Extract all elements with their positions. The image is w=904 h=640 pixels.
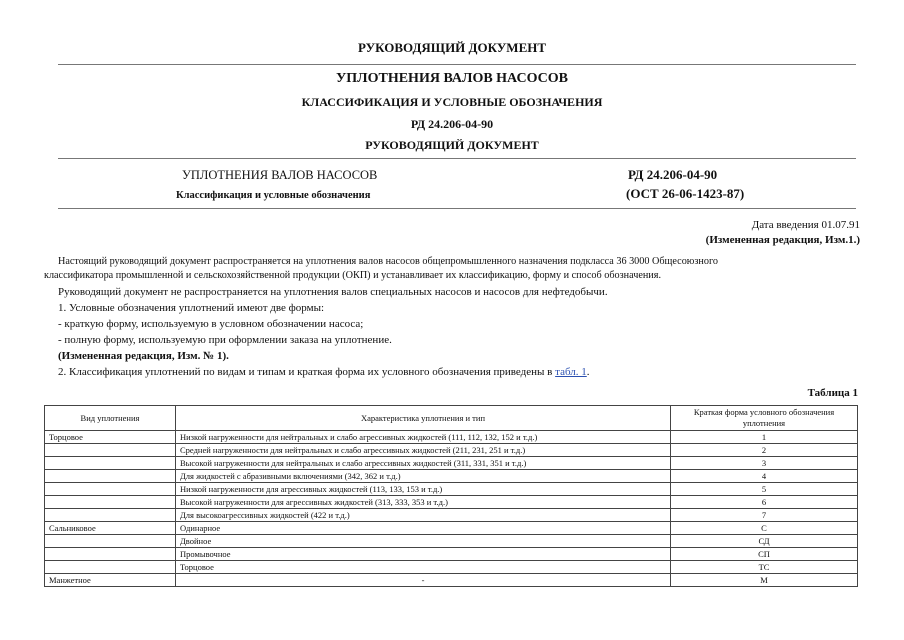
row-kind: Манжетное — [45, 574, 176, 587]
paragraph-4: - краткую форму, используемую в условном обозначении насоса; — [58, 318, 364, 330]
row-description: Низкой нагруженности для агрессивных жидкостей (113, 133, 153 и т.д.) — [176, 483, 671, 496]
table-row — [45, 431, 858, 444]
divider — [58, 158, 856, 159]
header-short-code: Краткая форма условного обозначения уплотнения — [671, 406, 858, 431]
row-kind: Торцовое — [45, 431, 176, 444]
row-code: 7 — [671, 509, 858, 522]
paragraph-2: Руководящий документ не распространяется на уплотнения валов специальных насосов и насосов для нефтедобычи. — [58, 286, 608, 298]
row-description: Торцовое — [176, 561, 671, 574]
main-title: УПЛОТНЕНИЯ ВАЛОВ НАСОСОВ — [336, 71, 568, 86]
table-header-row — [45, 406, 858, 431]
row-code: 4 — [671, 470, 858, 483]
introduction-date: Дата введения 01.07.91 — [751, 219, 860, 231]
paragraph-1-line-2: классификатора промышленной и сельскохозяйственной продукции (ОКП) и устанавливает их классификацию, форму и способ обозначения. — [44, 270, 661, 281]
paragraph-5: - полную форму, используемую при оформлении заказа на уплотнение. — [58, 334, 392, 346]
row-description: Для высокоагрессивных жидкостей (422 и т.д.) — [176, 509, 671, 522]
table-row — [45, 509, 858, 522]
row-description: Средней нагруженности для нейтральных и слабо агрессивных жидкостей (211, 231, 251 и т.д.) — [176, 444, 671, 457]
row-description: Для жидкостей с абразивными включениями (342, 362 и т.д.) — [176, 470, 671, 483]
row-code: СД — [671, 535, 858, 548]
table-row — [45, 470, 858, 483]
row-code: ТС — [671, 561, 858, 574]
paragraph-1-line-1: Настоящий руководящий документ распространяется на уплотнения валов насосов общепромышленного назначения подкласса 36 3000 Общесоюзного — [58, 256, 718, 267]
row-code: 6 — [671, 496, 858, 509]
row-kind — [45, 535, 176, 548]
paragraph-3: 1. Условные обозначения уплотнений имеют две формы: — [58, 302, 325, 314]
row-kind — [45, 483, 176, 496]
paragraph-7-text: 2. Классификация уплотнений по видам и типам и краткая форма их условного обозначения приведены в — [58, 366, 556, 378]
block-left-subtitle: Классификация и условные обозначения — [176, 190, 371, 201]
classification-table — [44, 405, 858, 587]
table-row — [45, 457, 858, 470]
table-row — [45, 483, 858, 496]
row-code: 5 — [671, 483, 858, 496]
header-kind: Вид уплотнения — [45, 406, 176, 431]
row-code: М — [671, 574, 858, 587]
row-kind — [45, 509, 176, 522]
divider — [58, 208, 856, 209]
row-description: Промывочное — [176, 548, 671, 561]
row-description: Одинарное — [176, 522, 671, 535]
row-description: Низкой нагруженности для нейтральных и слабо агрессивных жидкостей (111, 112, 132, 152 и т.д.) — [176, 431, 671, 444]
edition-note: (Измененная редакция, Изм.1.) — [705, 234, 860, 246]
row-description: Высокой нагруженности для агрессивных жидкостей (313, 333, 353 и т.д.) — [176, 496, 671, 509]
row-kind — [45, 444, 176, 457]
row-kind — [45, 470, 176, 483]
header-description: Характеристика уплотнения и тип — [176, 406, 671, 431]
divider — [58, 64, 856, 65]
row-code: 2 — [671, 444, 858, 457]
row-kind — [45, 561, 176, 574]
top-title: РУКОВОДЯЩИЙ ДОКУМЕНТ — [357, 40, 547, 55]
document-type: РУКОВОДЯЩИЙ ДОКУМЕНТ — [365, 138, 539, 152]
row-kind — [45, 548, 176, 561]
row-code: 3 — [671, 457, 858, 470]
paragraph-6: (Измененная редакция, Изм. № 1). — [58, 350, 229, 362]
table-row — [45, 548, 858, 561]
table-row — [45, 522, 858, 535]
table-row — [45, 535, 858, 548]
row-code: СП — [671, 548, 858, 561]
table-caption: Таблица 1 — [807, 387, 858, 399]
block-left-title: УПЛОТНЕНИЯ ВАЛОВ НАСОСОВ — [182, 168, 378, 182]
table-1-link[interactable]: табл. 1 — [555, 366, 587, 378]
row-kind: Сальниковое — [45, 522, 176, 535]
table-row — [45, 574, 858, 587]
row-kind — [45, 457, 176, 470]
table-row — [45, 444, 858, 457]
paragraph-7-end: . — [586, 366, 590, 378]
table-row — [45, 496, 858, 509]
block-right-code: РД 24.206-04-90 — [628, 167, 718, 182]
block-right-ost: (ОСТ 26-06-1423-87) — [626, 186, 745, 201]
table-row — [45, 561, 858, 574]
row-code: 1 — [671, 431, 858, 444]
row-description: Высокой нагруженности для нейтральных и слабо агрессивных жидкостей (311, 331, 351 и т.д.) — [176, 457, 671, 470]
row-code: С — [671, 522, 858, 535]
row-kind — [45, 496, 176, 509]
paragraph-7 — [58, 366, 590, 379]
document-code: РД 24.206-04-90 — [410, 117, 494, 131]
subtitle: КЛАССИФИКАЦИЯ И УСЛОВНЫЕ ОБОЗНАЧЕНИЯ — [301, 95, 603, 109]
row-description: Двойное — [176, 535, 671, 548]
row-description: - — [176, 574, 671, 587]
